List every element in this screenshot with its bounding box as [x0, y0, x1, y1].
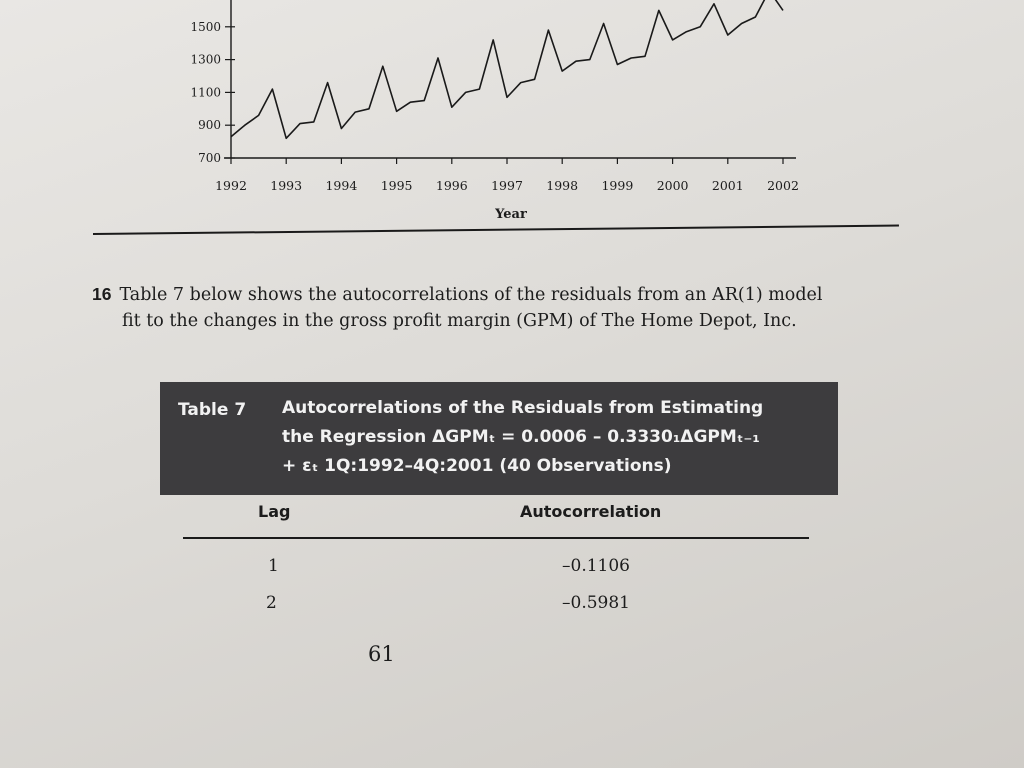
question-16 — [92, 281, 912, 334]
x-tick-label-1999: 1999 — [601, 178, 634, 193]
x-tick-label-1994: 1994 — [325, 178, 358, 193]
y-tick-label-1700 — [190, 0, 221, 1]
x-tick-label-2002: 2002 — [767, 178, 799, 193]
question-text-line2: fit to the changes in the gross profit margin (GPM) of The Home Depot, Inc. — [122, 311, 797, 331]
y-tick-label-1500: 1500 — [190, 19, 221, 34]
question-number: 16 — [92, 284, 112, 304]
table-header-rule — [183, 537, 809, 539]
table-row-1-lag: 1 — [268, 556, 279, 576]
column-header-autocorrelation: Autocorrelation — [520, 502, 662, 521]
x-axis — [215, 158, 799, 193]
table-caption-bar — [160, 382, 838, 495]
question-text-line1: Table 7 below shows the autocorrelations of the residuals from an AR(1) model — [119, 285, 823, 305]
page-number: 61 — [368, 642, 395, 666]
table-caption — [282, 394, 822, 481]
table-caption-line2: the Regression ΔGPMₜ = 0.0006 – 0.3330₁ΔGPMₜ₋₁ — [282, 427, 760, 447]
table-row-1-autocorrelation: –0.1106 — [562, 556, 630, 576]
y-axis — [190, 0, 235, 165]
gross-profit-chart — [0, 0, 1024, 240]
table-caption-line3: + εₜ 1Q:1992–4Q:2001 (40 Observations) — [282, 456, 672, 476]
series-line — [231, 0, 783, 138]
x-tick-label-1995: 1995 — [380, 178, 413, 193]
x-tick-label-2000: 2000 — [656, 178, 689, 193]
y-tick-label-700: 700 — [198, 151, 221, 165]
y-tick-label-1100: 1100 — [190, 85, 221, 100]
table-row-2-autocorrelation: –0.5981 — [562, 593, 630, 613]
x-tick-label-1993: 1993 — [270, 178, 303, 193]
x-axis-label: Year — [495, 207, 527, 222]
y-tick-label-1300: 1300 — [190, 52, 221, 67]
x-tick-label-2001: 2001 — [711, 178, 744, 193]
x-tick-label-1997: 1997 — [491, 178, 523, 193]
y-tick-label-900: 900 — [198, 118, 221, 133]
x-tick-label-1998: 1998 — [546, 178, 579, 193]
x-tick-label-1992: 1992 — [215, 178, 247, 193]
table-row-2-lag: 2 — [266, 593, 277, 613]
column-header-lag: Lag — [258, 502, 291, 521]
table-label: Table 7 — [178, 400, 247, 420]
table-caption-line1: Autocorrelations of the Residuals from Estimating — [282, 398, 764, 418]
x-tick-label-1996: 1996 — [435, 178, 468, 193]
